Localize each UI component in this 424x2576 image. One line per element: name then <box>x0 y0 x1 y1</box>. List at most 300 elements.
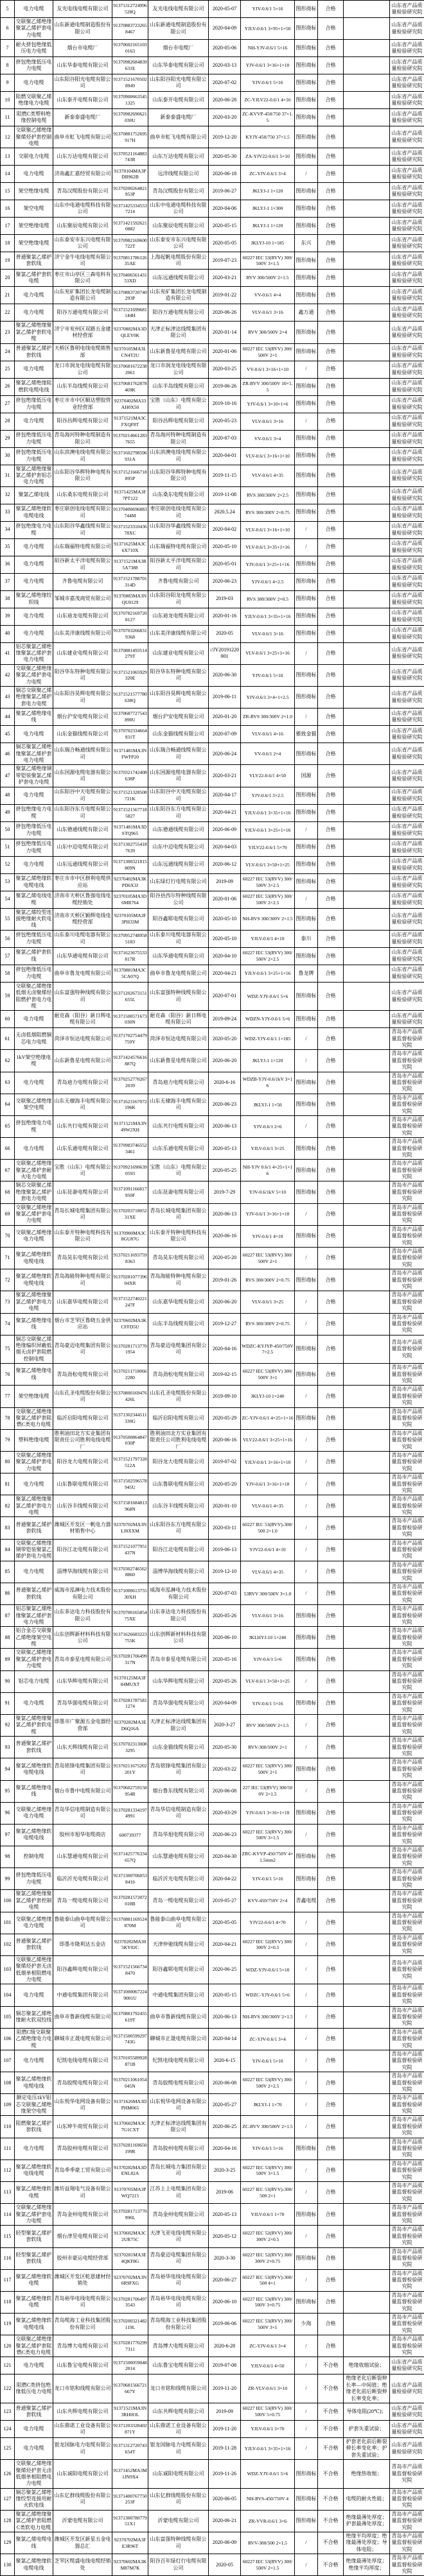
cell-manufacturer: 山东国源电缆电器有限公司 <box>53 765 112 787</box>
cell-manufacturer: 即墨市广聚源五金电器经营部 <box>53 1715 112 1737</box>
cell-labeled_company: 齐鲁电缆有限公司 <box>148 573 209 590</box>
cell-product: 普通聚氯乙烯护套软线 <box>15 1583 53 1604</box>
cell-result: 合格 <box>318 504 344 521</box>
cell-failed_items <box>344 486 390 504</box>
cell-seq: 80 <box>1 1451 15 1473</box>
cell-manufacturer: 青岛胶州电缆有限公司 <box>53 2138 112 2160</box>
cell-manufacturer: 友光电线电缆有限公司 <box>53 1 112 18</box>
cell-inspection_org: 山东省产品质量检验研究院 <box>390 930 424 947</box>
cell-labeled_company: 山东阳谷华辉特种电缆有限公司 <box>148 465 209 486</box>
cell-inspection_org: 山东省产品质量检验研究院 <box>390 166 424 183</box>
cell-inspection_org: 青岛市产品质量监督检验研究院 <box>390 1758 424 1780</box>
cell-credit_code: 91371623675533817R <box>112 947 148 965</box>
cell-trademark: / <box>295 1780 318 1802</box>
cell-manufacturer: 威海市泓淋电力技术股份有限公司 <box>53 1583 112 1604</box>
cell-result: 合格 <box>318 74 344 92</box>
table-row <box>1 2357 424 2374</box>
cell-seq: 46 <box>1 743 15 765</box>
cell-trademark: 图形商标 <box>295 1094 318 1115</box>
cell-product: 聚氯乙烯绝缘绞织线 <box>15 590 53 608</box>
cell-manufacturer: 济南市天桥区鲁强电线电缆经销处 <box>53 891 112 908</box>
cell-product: 聚氯乙烯绝缘软电缆电线 <box>15 2554 53 2576</box>
cell-seq: 82 <box>1 1495 15 1517</box>
cell-inspection_org: 山东省产品质量检验研究院 <box>390 538 424 556</box>
cell-inspection_org: 青岛市产品质量监督检验研究院 <box>390 2532 424 2554</box>
cell-result: 合格 <box>318 625 344 642</box>
cell-model_spec: VV-0.6/1 3×16+1×10 <box>241 361 295 378</box>
cell-product: 挤包绝缘电力电缆 <box>15 804 53 821</box>
cell-production_date: 2020-06-25 <box>209 2116 241 2138</box>
cell-labeled_company: 鲁能泰山曲阜电缆有限公司 <box>148 1912 209 1934</box>
cell-seq: 27 <box>1 395 15 413</box>
cell-result: 合格 <box>318 521 344 538</box>
cell-inspection_org: 山东省产品质量检验研究院 <box>390 2357 424 2374</box>
cell-seq: 77 <box>1 1386 15 1407</box>
cell-inspection_org: 青岛市产品质量监督检验研究院 <box>390 1649 424 1670</box>
cell-seq: 110 <box>1 2116 15 2138</box>
cell-trademark: 鑫万通 <box>295 304 318 322</box>
cell-seq: 59 <box>1 982 15 1011</box>
cell-product: 聚氯乙烯护套软线 <box>15 947 53 965</box>
cell-trademark: / <box>295 1473 318 1495</box>
table-row <box>1 1050 424 1072</box>
cell-labeled_company: 天津仲驰线缆有限公司 <box>148 1934 209 1955</box>
cell-result: 合格 <box>318 1 344 18</box>
cell-seq: 34 <box>1 521 15 538</box>
table-row <box>1 447 424 465</box>
cell-production_date: //JY20191220001 <box>209 642 241 664</box>
table-row <box>1 2437 424 2459</box>
cell-model_spec: VLV-0.6/1 3×50+1×25 <box>241 856 295 873</box>
cell-credit_code: 91370881169524870M <box>112 1912 148 1934</box>
cell-inspection_org: 青岛市产品质量监督检验研究院 <box>390 2204 424 2226</box>
cell-labeled_company: 山东兖矿集团长龙电缆制造有限公司 <box>148 287 209 304</box>
cell-production_date: 2020-3-27 <box>209 1715 241 1737</box>
cell-result: 合格 <box>318 1846 344 1868</box>
cell-model_spec: 60227 IEC 53(RVV) 300/500V 2×1 <box>241 1248 295 1269</box>
cell-labeled_company: 山东瑞福特电缆有限公司 <box>148 538 209 556</box>
cell-product: 电力电缆 <box>15 74 53 92</box>
cell-seq: 74 <box>1 1313 15 1335</box>
cell-seq: 67 <box>1 1160 15 1181</box>
cell-credit_code: 913702527702672039 <box>112 1072 148 1094</box>
cell-result: 合格 <box>318 1429 344 1451</box>
cell-labeled_company: 山东阳谷东方电缆有限公司 <box>148 804 209 821</box>
cell-production_date: 2020-05-20 <box>209 1248 241 1269</box>
cell-credit_code: 913708837232658467 <box>112 18 148 40</box>
cell-model_spec: JKLYJ-1 1×120 <box>241 1050 295 1072</box>
cell-labeled_company: 烟台沪安电缆有限公司 <box>148 708 209 726</box>
cell-production_date: 2019-06-06 <box>209 2314 241 2335</box>
cell-manufacturer: 济南市天桥区颖辉电线电缆经营部 <box>53 908 112 930</box>
cell-failed_items <box>344 1451 390 1473</box>
cell-credit_code: 91371300321815809N <box>112 856 148 873</box>
cell-model_spec: 60227 IEC 52(RVV) 300/300V 2×0.75 <box>241 2247 295 2269</box>
cell-trademark: / <box>295 1517 318 1539</box>
cell-product: 聚氯乙烯绝缘软电缆 <box>15 2182 53 2204</box>
cell-credit_code: 91371626MA3DPHM065 <box>112 2094 148 2116</box>
cell-failed_items <box>344 1517 390 1539</box>
cell-product: 电力电缆 <box>15 608 53 625</box>
cell-labeled_company: 山东阳谷华鑫线缆有限公司 <box>148 521 209 538</box>
cell-inspection_org: 青岛市产品质量监督检验研究院 <box>390 1605 424 1627</box>
cell-credit_code: 92370105MA3LCN4T2U <box>112 343 148 361</box>
cell-trademark: 图形商标 <box>295 2291 318 2313</box>
cell-credit_code: 92370702MA3FE3R96T <box>112 2532 148 2554</box>
table-row <box>1 708 424 726</box>
cell-credit_code: 913702817702997311 <box>112 2335 148 2357</box>
cell-seq: 60 <box>1 1011 15 1028</box>
table-row <box>1 2226 424 2247</box>
cell-trademark: / <box>295 1583 318 1604</box>
cell-trademark: 图形商标 <box>295 573 318 590</box>
cell-production_date: 2020-01-06 <box>209 343 241 361</box>
cell-credit_code: 91370982690621030U <box>112 109 148 126</box>
cell-trademark: 图形商标 <box>295 556 318 573</box>
cell-labeled_company: 山东慧通电缆有限公司 <box>148 1846 209 1868</box>
cell-model_spec: 53RVV 300/500V 3×1.0 <box>241 1583 295 1604</box>
cell-labeled_company: 青岛缆海工业科技集团股份有限公司 <box>148 2314 209 2335</box>
cell-seq: 83 <box>1 1517 15 1539</box>
cell-product: 交联电力电缆 <box>15 148 53 166</box>
cell-production_date: 2020-05-05 <box>209 235 241 252</box>
cell-result: 合格 <box>318 573 344 590</box>
cell-product: 铜芯聚氯乙烯绝缘耐火软双绞线 <box>15 2006 53 2028</box>
cell-seq: 78 <box>1 1407 15 1429</box>
cell-trademark: 图形商标 <box>295 687 318 708</box>
cell-seq: 73 <box>1 1291 15 1313</box>
cell-manufacturer: 阳谷鑫辉电缆有限公司 <box>53 1955 112 1984</box>
cell-inspection_org: 山东省产品质量检验研究院 <box>390 590 424 608</box>
cell-inspection_org: 山东省产品质量检验研究院 <box>390 787 424 804</box>
cell-failed_items <box>344 891 390 908</box>
cell-production_date: 2020-07-02 <box>209 74 241 92</box>
cell-result: 不合格 <box>318 2510 344 2532</box>
table-row <box>1 361 424 378</box>
cell-failed_items <box>344 687 390 708</box>
cell-credit_code: 91371521328508721K <box>112 787 148 804</box>
cell-inspection_org: 山东省产品质量检验研究院 <box>390 270 424 287</box>
cell-failed_items <box>344 1868 390 1890</box>
cell-credit_code: 91370800169476426L <box>112 1386 148 1407</box>
cell-model_spec: KYJY-450/750 37×1.5 <box>241 126 295 148</box>
table-row <box>1 1429 424 1451</box>
table-row <box>1 504 424 521</box>
cell-result: 合格 <box>318 2028 344 2050</box>
cell-result: 合格 <box>318 378 344 395</box>
cell-product: 塑料绝缘电缆 <box>15 1429 53 1451</box>
cell-trademark: / <box>295 2437 318 2459</box>
cell-product: 挤包绝缘低压电力电缆 <box>15 395 53 413</box>
cell-product: 轻型聚氯乙烯护套软线 <box>15 2226 53 2247</box>
cell-failed_items <box>344 1583 390 1604</box>
cell-result: 合格 <box>318 1181 344 1203</box>
cell-failed_items <box>344 465 390 486</box>
cell-trademark: / <box>295 2374 318 2403</box>
cell-manufacturer: 山东中迈电缆有限公司 <box>53 839 112 856</box>
cell-manufacturer: 青岛一缆电缆有限公司 <box>53 1890 112 1912</box>
cell-credit_code: 92370602MA3KM87M7K <box>112 2554 148 2576</box>
cell-labeled_company: 山东无棣海丰电缆有限公司 <box>148 1094 209 1115</box>
table-row <box>1 1802 424 1824</box>
cell-failed_items <box>344 765 390 787</box>
cell-production_date: 2019-11-26 <box>209 2460 241 2489</box>
cell-model_spec: YJV-0.6/1 5×10 <box>241 2050 295 2072</box>
cell-inspection_org: 青岛市产品质量监督检验研究院 <box>390 1291 424 1313</box>
cell-failed_items <box>344 608 390 625</box>
cell-trademark: / <box>295 1539 318 1561</box>
cell-model_spec: YJLV-0.6/1 3×70 <box>241 2420 295 2437</box>
cell-model_spec: ZC-YJV-0.6/1 3×4 <box>241 166 295 183</box>
cell-production_date: 2020-6-15 <box>209 2050 241 2072</box>
cell-labeled_company: 山东远通线缆有限公司 <box>148 270 209 287</box>
cell-inspection_org: 山东省产品质量检验研究院 <box>390 2420 424 2437</box>
cell-seq: 55 <box>1 908 15 930</box>
cell-failed_items <box>344 947 390 965</box>
cell-result: 合格 <box>318 538 344 556</box>
cell-production_date: 2019-02-15 <box>209 1364 241 1386</box>
cell-seq: 121 <box>1 2357 15 2374</box>
cell-result: 合格 <box>318 166 344 183</box>
cell-labeled_company: 山东德通线缆有限公司 <box>148 821 209 839</box>
cell-inspection_org: 青岛市产品质量监督检验研究院 <box>390 2335 424 2357</box>
cell-manufacturer: 山东阳谷华鑫线缆有限公司 <box>53 521 112 538</box>
cell-failed_items <box>344 1364 390 1386</box>
cell-manufacturer: 山东半岛线缆有限公司 <box>53 378 112 395</box>
cell-production_date: 2020-01-10 <box>209 1495 241 1517</box>
table-row <box>1 930 424 947</box>
cell-seq: 32 <box>1 486 15 504</box>
cell-trademark: 图形商标 <box>295 608 318 625</box>
table-row <box>1 2269 424 2291</box>
cell-manufacturer: 山东菲达电力科技股份有限公司 <box>53 1605 112 1627</box>
cell-seq: 26 <box>1 378 15 395</box>
cell-inspection_org: 青岛市产品质量监督检验研究院 <box>390 1715 424 1737</box>
cell-product: 架空绝缘电缆 <box>15 218 53 235</box>
cell-production_date: 2020-05-16 <box>209 1649 241 1670</box>
cell-seq: 12 <box>1 126 15 148</box>
cell-production_date: 2020-06-13 <box>209 2006 241 2028</box>
table-row <box>1 2510 424 2532</box>
cell-seq: 48 <box>1 787 15 804</box>
table-row <box>1 1824 424 1846</box>
cell-model_spec: WDZ-YJY-0.6/1 1×185 <box>241 1028 295 1050</box>
cell-labeled_company: 青岛豪迈电缆集团有限公司 <box>148 1335 209 1364</box>
cell-product: 电力电缆 <box>15 1984 53 2006</box>
table-row <box>1 1758 424 1780</box>
cell-model_spec: 60227 IEC 53(RVV) 300/500V 2×1 <box>241 343 295 361</box>
cell-trademark: 图形商标 <box>295 126 318 148</box>
cell-inspection_org: 山东省产品质量检验研究院 <box>390 361 424 378</box>
cell-seq: 109 <box>1 2094 15 2116</box>
cell-model_spec: VLV-0.6/1 3×16 <box>241 1605 295 1627</box>
cell-manufacturer: 山东新鲁星电缆有限公司 <box>53 1050 112 1072</box>
cell-model_spec: 60227 IEC 53(RVV) 300/500V 3×1.5 <box>241 2160 295 2181</box>
cell-result: 合格 <box>318 1583 344 1604</box>
cell-failed_items <box>344 1248 390 1269</box>
cell-trademark: 图形商标 <box>295 1138 318 1160</box>
cell-result: 合格 <box>318 1934 344 1955</box>
cell-seq: 65 <box>1 1115 15 1137</box>
cell-product: 电力电缆 <box>15 787 53 804</box>
cell-labeled_company: 青岛华旭电缆有限公司 <box>148 1824 209 1846</box>
cell-labeled_company: 山东迪龙电缆有限公司 <box>148 608 209 625</box>
cell-seq: 116 <box>1 2247 15 2269</box>
cell-product: 电力电缆 <box>15 538 53 556</box>
cell-seq: 119 <box>1 2314 15 2335</box>
table-row <box>1 1203 424 1225</box>
cell-seq: 53 <box>1 873 15 891</box>
cell-manufacturer: 青岛海河特种电缆制造有限公司 <box>53 430 112 447</box>
table-row <box>1 430 424 447</box>
cell-model_spec: WDZN-YJY-0.6/1 5×6 <box>241 1011 295 1028</box>
cell-result: 合格 <box>318 218 344 235</box>
cell-manufacturer: 聊城市正晟电缆有限公司 <box>53 2028 112 2050</box>
cell-failed_items: 绝缘老化后断裂伸长率—中间值；绝缘老化前后断裂伸长率变化率； <box>344 2374 390 2403</box>
cell-inspection_org: 山东省产品质量检验研究院 <box>390 839 424 856</box>
cell-production_date: 2020-06-10 <box>209 2291 241 2313</box>
cell-manufacturer: 山东谷丰线缆有限公司 <box>53 1495 112 1517</box>
cell-inspection_org: 青岛市产品质量监督检验研究院 <box>390 1094 424 1115</box>
table-row <box>1 2314 424 2335</box>
cell-seq: 123 <box>1 2403 15 2420</box>
cell-inspection_org: 青岛市产品质量监督检验研究院 <box>390 2269 424 2291</box>
cell-failed_items <box>344 573 390 590</box>
cell-result: 合格 <box>318 2269 344 2291</box>
cell-product: 交联聚乙烯绝缘电力电缆 <box>15 1225 53 1247</box>
cell-failed_items <box>344 2226 390 2247</box>
cell-inspection_org: 青岛市产品质量监督检验研究院 <box>390 2488 424 2510</box>
cell-product: 聚氯乙烯绝缘电线 <box>15 1780 53 1802</box>
cell-model_spec: VLV-0.6/1 3×16+1×10 <box>241 521 295 538</box>
cell-product: 电力电缆 <box>15 1 53 18</box>
table-row <box>1 1868 424 1890</box>
cell-manufacturer: 青岛缆海工业科技集团股份有限公司 <box>53 2314 112 2335</box>
table-row <box>1 1934 424 1955</box>
cell-model_spec: YJV22-0.6/1 4×70 <box>241 1912 295 1934</box>
cell-production_date: 2019-06-26 <box>209 378 241 395</box>
cell-product: 挤包绝缘电力电缆 <box>15 521 53 538</box>
table-row <box>1 166 424 183</box>
cell-credit_code: 91370883720740293P <box>112 287 148 304</box>
cell-seq: 24 <box>1 343 15 361</box>
cell-product: 聚氯乙烯绝缘聚氯乙烯护套阻燃C类软电力电缆 <box>15 2510 53 2532</box>
cell-model_spec: ZR-VLV-0.6/1 3×10 <box>241 2374 295 2403</box>
cell-product: 普通聚氯乙烯护套软线 <box>15 343 53 361</box>
cell-result: 合格 <box>318 1715 344 1737</box>
cell-manufacturer: 山东鲁宝电缆有限公司 <box>53 2357 112 2374</box>
cell-manufacturer: 山东新通电缆制造股份有限公司 <box>53 18 112 40</box>
cell-inspection_org: 青岛市产品质量监督检验研究院 <box>390 1561 424 1583</box>
cell-seq: 125 <box>1 2437 15 2459</box>
cell-failed_items <box>344 1072 390 1094</box>
cell-result: 合格 <box>318 2314 344 2335</box>
cell-labeled_company: 山东新通电缆制造股份有限公司 <box>148 18 209 40</box>
cell-seq: 85 <box>1 1561 15 1583</box>
cell-trademark: / <box>295 1291 318 1313</box>
cell-model_spec: YJV-0.6/1 3×4+1×2.5 <box>241 687 295 708</box>
cell-manufacturer: 青岛海能特种电缆有限公司 <box>53 1269 112 1291</box>
cell-production_date: 2020-07-09 <box>209 726 241 743</box>
cell-inspection_org: 青岛市产品质量监督检验研究院 <box>390 1115 424 1137</box>
cell-result: 合格 <box>318 787 344 804</box>
cell-failed_items <box>344 1649 390 1670</box>
cell-trademark: / <box>295 2532 318 2554</box>
cell-trademark: 图形商标 <box>295 218 318 235</box>
cell-credit_code: 91371481MA3NFWFP20 <box>112 743 148 765</box>
cell-trademark: / <box>295 1737 318 1758</box>
cell-manufacturer: 潍城区开发区新星五金电器总汇 <box>53 2532 112 2554</box>
cell-credit_code: 91370602MA3C7G1CXT <box>112 2116 148 2138</box>
cell-trademark: 图形商标 <box>295 1605 318 1627</box>
cell-failed_items <box>344 1934 390 1955</box>
cell-failed_items <box>344 395 390 413</box>
cell-result: 不合格 <box>318 2420 344 2437</box>
cell-credit_code: 9137152331043678XC <box>112 521 148 538</box>
cell-labeled_company: 山东泰开特种电缆科技有限公司 <box>148 1225 209 1247</box>
cell-product: 电力电缆 <box>15 2437 53 2459</box>
cell-inspection_org: 山东省产品质量检验研究院 <box>390 430 424 447</box>
cell-product: 聚氯乙烯绝缘电线 <box>15 1364 53 1386</box>
cell-labeled_company: 山东共行电缆有限公司 <box>148 1115 209 1137</box>
cell-model_spec: YJLV-0.6/1 3×35+1×16 <box>241 608 295 625</box>
cell-result: 合格 <box>318 2291 344 2313</box>
cell-trademark: / <box>295 538 318 556</box>
cell-seq: 15 <box>1 183 15 200</box>
cell-seq: 11 <box>1 109 15 126</box>
cell-trademark: 图形商标 <box>295 1846 318 1868</box>
cell-labeled_company: 山东美洋康线缆有限公司 <box>148 625 209 642</box>
cell-inspection_org: 青岛市产品质量监督检验研究院 <box>390 2050 424 2072</box>
cell-failed_items <box>344 1473 390 1495</box>
cell-model_spec: VLV-0.6/1 3×50+1×25 <box>241 1670 295 1692</box>
cell-trademark: 图形商标 <box>295 1335 318 1364</box>
cell-failed_items <box>344 57 390 74</box>
cell-result: 不合格 <box>318 2403 344 2420</box>
table-row <box>1 1072 424 1094</box>
cell-labeled_company: 淄博华海线缆有限公司 <box>148 1561 209 1583</box>
cell-failed_items <box>344 1386 390 1407</box>
cell-credit_code: 913706021651030163 <box>112 40 148 57</box>
cell-result: 不合格 <box>318 2488 344 2510</box>
cell-credit_code: 91370281572072018B <box>112 1890 148 1912</box>
cell-credit_code: 91370281713770996L <box>112 2204 148 2226</box>
cell-product: 电力电缆 <box>15 2050 53 2072</box>
cell-manufacturer: 山东泰川电缆电器有限公司 <box>53 930 112 947</box>
cell-result: 合格 <box>318 708 344 726</box>
cell-production_date: 2019-07-02 <box>209 1451 241 1473</box>
cell-product: 架空电缆 <box>15 200 53 218</box>
cell-seq: 92 <box>1 1715 15 1737</box>
cell-credit_code: 91370500864847030P <box>112 1429 148 1451</box>
cell-model_spec: 60227 IEC 53(RVV) 300/500V 3×2.5 <box>241 873 295 891</box>
cell-manufacturer: 枣庄市山亭区三森电料有限公司 <box>53 270 112 287</box>
cell-result: 合格 <box>318 1050 344 1072</box>
cell-production_date: 2020-06-30 <box>209 664 241 686</box>
cell-credit_code: 9137070016585475XE <box>112 1605 148 1627</box>
cell-manufacturer: 枣庄联创电线电缆有限公司 <box>53 504 112 521</box>
table-row <box>1 2028 424 2050</box>
cell-production_date: 2020-04-14 <box>209 2028 241 2050</box>
cell-labeled_company: 山东新鲁星电缆有限公司 <box>148 343 209 361</box>
cell-manufacturer: 山东迪龙电缆有限公司 <box>53 608 112 625</box>
cell-manufacturer: 山东金猫线缆有限公司 <box>53 726 112 743</box>
table-row <box>1 687 424 708</box>
cell-inspection_org: 青岛市产品质量监督检验研究院 <box>390 1248 424 1269</box>
cell-trademark: 图形商标 <box>295 1011 318 1028</box>
cell-manufacturer: 济宁市兖州区双路五金建材经营部 <box>53 322 112 343</box>
cell-product: 交联聚乙烯绝缘聚氯乙烯护套阻燃C类电力电缆 <box>15 2335 53 2357</box>
